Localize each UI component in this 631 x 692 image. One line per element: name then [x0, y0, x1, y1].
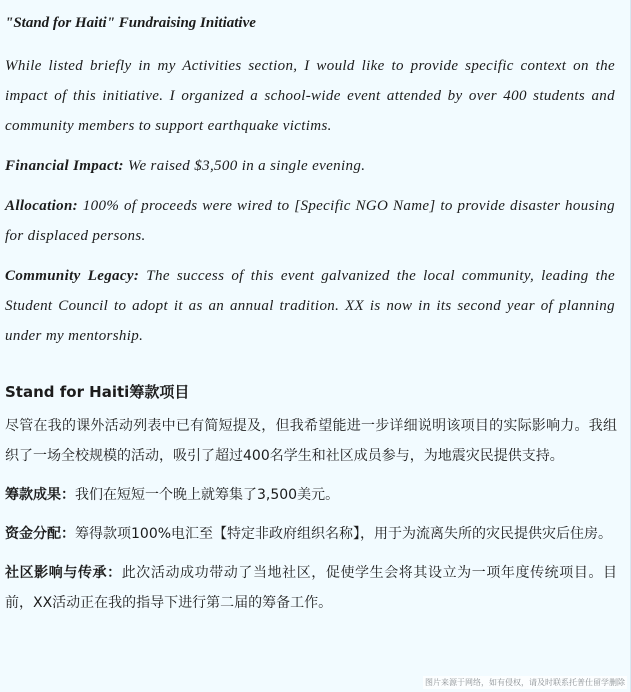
chinese-item-financial — [5, 480, 617, 510]
english-item-text: We raised $3,500 in a single evening. — [123, 158, 366, 174]
english-title: "Stand for Haiti" Fundraising Initiative — [5, 15, 256, 31]
english-item-legacy — [5, 261, 615, 351]
chinese-item-text: 此次活动成功带动了当地社区，促使学生会将其设立为一项年度传统项目。目前，XX活动正在我的指导下进行第二届的筹备工作。 — [5, 565, 618, 611]
chinese-item-label: 资金分配： — [5, 526, 75, 542]
chinese-item-text: 筹得款项100%电汇至【特定非政府组织名称】，用于为流离失所的灾民提供灾后住房。 — [75, 526, 613, 542]
english-item-allocation — [5, 191, 615, 251]
chinese-item-label: 筹款成果： — [5, 487, 75, 503]
watermark: 图片来源于网络，如有侵权，请及时联系托普仕留学删除 — [425, 678, 625, 687]
english-item-label: Financial Impact: — [5, 158, 124, 174]
english-intro: While listed briefly in my Activities section, I would like to provide specific context on the impact of this initiative. I organized a school-wide event attended by over 400 students and community members to support earthquake victims. — [5, 58, 615, 134]
chinese-item-text: 我们在短短一个晚上就筹集了3,500美元。 — [75, 487, 340, 503]
chinese-section — [5, 377, 617, 627]
english-item-text: The success of this event galvanized the local community, leading the Student Council to adopt it as an annual tradition. XX is now in its second year of planning under my mentorship. — [5, 268, 615, 344]
chinese-title: Stand for Haiti筹款项目 — [5, 383, 190, 401]
chinese-intro: 尽管在我的课外活动列表中已有简短提及，但我希望能进一步详细说明该项目的实际影响力。我组织了一场全校规模的活动，吸引了超过400名学生和社区成员参与，为地震灾民提供支持。 — [5, 418, 617, 464]
english-item-financial — [5, 151, 615, 181]
english-section — [5, 11, 615, 361]
english-item-text: 100% of proceeds were wired to [Specific NGO Name] to provide disaster housing for displaced persons. — [5, 198, 615, 244]
english-item-label: Allocation: — [5, 198, 79, 214]
chinese-item-legacy — [5, 558, 617, 618]
chinese-item-allocation — [5, 519, 617, 549]
chinese-item-label: 社区影响与传承： — [5, 565, 122, 581]
english-item-label: Community Legacy: — [5, 268, 140, 284]
